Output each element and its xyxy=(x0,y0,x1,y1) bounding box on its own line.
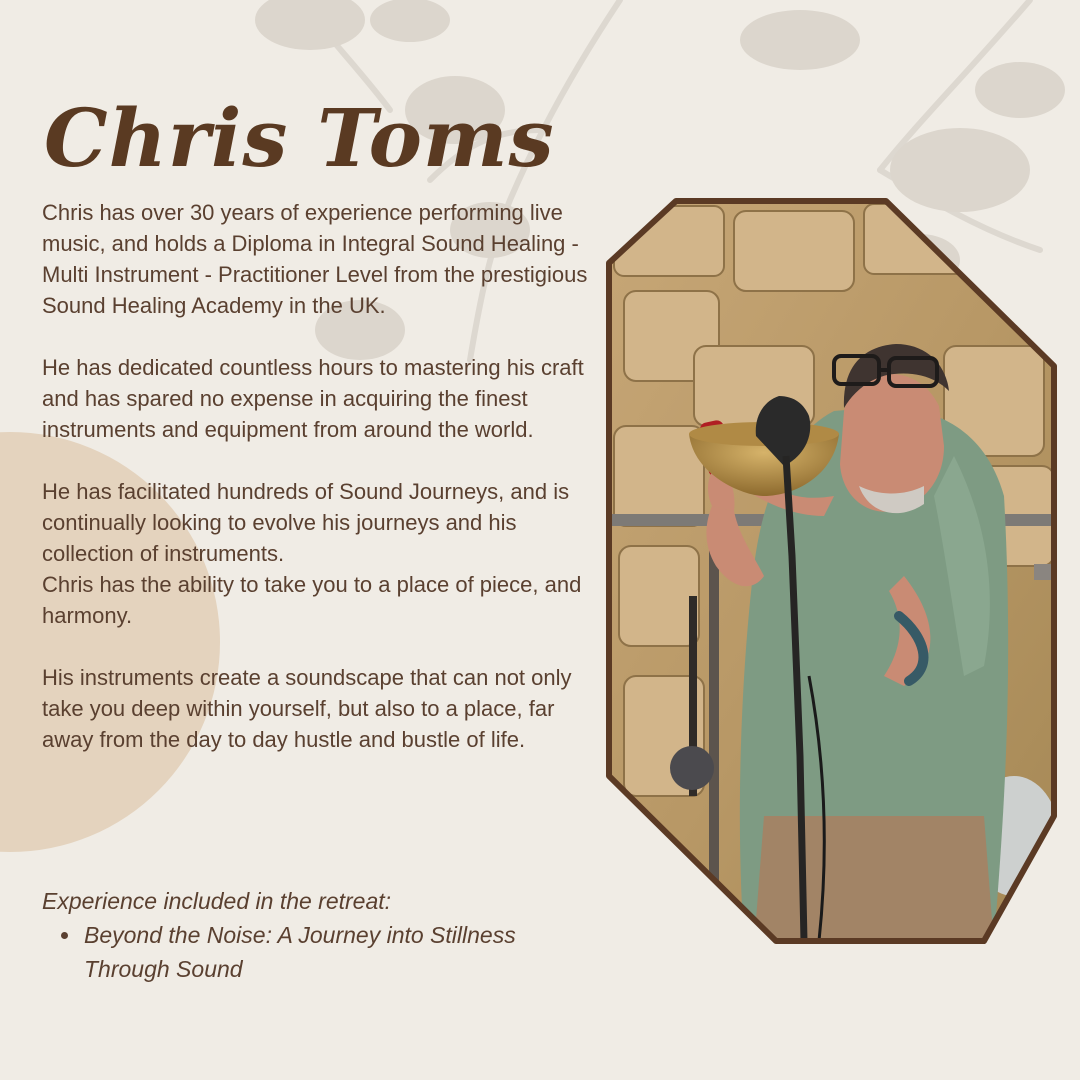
bio-paragraph: Chris has over 30 years of experience performing live music, and holds a Diploma in Integral Sound Healing - Multi Instrument - Practitioner Level from the prestigious Sound Healing Academy in the UK. xyxy=(42,200,588,318)
bio-paragraph: He has dedicated countless hours to mastering his craft and has spared no expense in acquiring the finest instruments and equipment from around the world. xyxy=(42,355,584,442)
experience-list xyxy=(42,918,602,986)
experience-section xyxy=(42,884,602,986)
experience-item: • Beyond the Noise: A Journey into Stillness Through Sound xyxy=(82,918,602,986)
bio-paragraph: Chris has the ability to take you to a place of piece, and harmony. xyxy=(42,572,582,628)
bio-text xyxy=(42,197,602,786)
experience-label: Experience included in the retreat: xyxy=(42,888,392,914)
portrait-photo xyxy=(604,196,1060,946)
bio-paragraph: He has facilitated hundreds of Sound Journeys, and is continually looking to evolve his journeys and his collection of instruments. xyxy=(42,479,570,566)
page-title: Chris Toms xyxy=(44,91,555,185)
bio-paragraph: His instruments create a soundscape that can not only take you deep within yourself, but also to a place, far away from the day to day hustle and bustle of life. xyxy=(42,665,572,752)
